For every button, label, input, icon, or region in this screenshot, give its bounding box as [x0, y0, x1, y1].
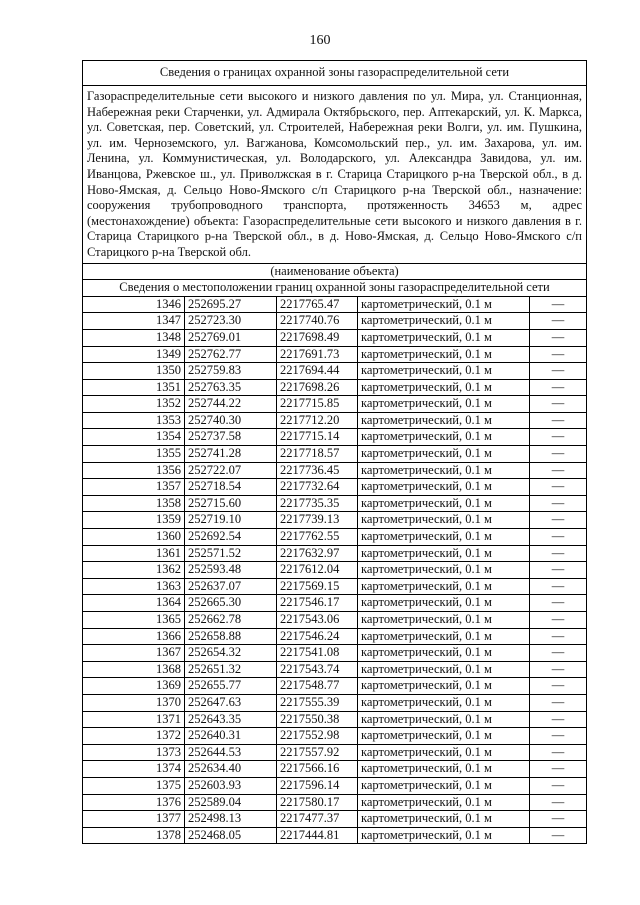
- description-cell: —: [530, 761, 587, 778]
- table-row: [83, 612, 587, 629]
- x-coordinate: 252647.63: [185, 694, 277, 711]
- y-coordinate: 2217739.13: [277, 512, 358, 529]
- point-number: 1347: [83, 313, 185, 330]
- x-coordinate: 252634.40: [185, 761, 277, 778]
- description-cell: —: [530, 612, 587, 629]
- method-accuracy: картометрический, 0.1 м: [358, 612, 530, 629]
- point-number: 1372: [83, 728, 185, 745]
- point-number: 1358: [83, 495, 185, 512]
- x-coordinate: 252722.07: [185, 462, 277, 479]
- object-caption: (наименование объекта): [83, 263, 587, 280]
- y-coordinate: 2217732.64: [277, 479, 358, 496]
- table-row: [83, 296, 587, 313]
- caption-row: [83, 263, 587, 280]
- method-accuracy: картометрический, 0.1 м: [358, 379, 530, 396]
- method-accuracy: картометрический, 0.1 м: [358, 412, 530, 429]
- method-accuracy: картометрический, 0.1 м: [358, 495, 530, 512]
- point-number: 1361: [83, 545, 185, 562]
- description-cell: —: [530, 545, 587, 562]
- point-number: 1368: [83, 661, 185, 678]
- y-coordinate: 2217715.85: [277, 396, 358, 413]
- x-coordinate: 252655.77: [185, 678, 277, 695]
- point-number: 1376: [83, 794, 185, 811]
- section-header: Сведения о местоположении границ охранной зоны газораспределительной сети: [83, 280, 587, 297]
- method-accuracy: картометрический, 0.1 м: [358, 396, 530, 413]
- point-number: 1364: [83, 595, 185, 612]
- x-coordinate: 252715.60: [185, 495, 277, 512]
- table-row: [83, 529, 587, 546]
- method-accuracy: картометрический, 0.1 м: [358, 777, 530, 794]
- point-number: 1348: [83, 329, 185, 346]
- y-coordinate: 2217596.14: [277, 777, 358, 794]
- x-coordinate: 252723.30: [185, 313, 277, 330]
- x-coordinate: 252744.22: [185, 396, 277, 413]
- description-cell: —: [530, 661, 587, 678]
- description-cell: —: [530, 578, 587, 595]
- title-row: [83, 61, 587, 86]
- x-coordinate: 252644.53: [185, 744, 277, 761]
- table-row: [83, 744, 587, 761]
- point-number: 1349: [83, 346, 185, 363]
- table-row: [83, 562, 587, 579]
- x-coordinate: 252571.52: [185, 545, 277, 562]
- table-row: [83, 512, 587, 529]
- method-accuracy: картометрический, 0.1 м: [358, 794, 530, 811]
- description-cell: —: [530, 462, 587, 479]
- table-row: [83, 379, 587, 396]
- method-accuracy: картометрический, 0.1 м: [358, 728, 530, 745]
- table-row: [83, 396, 587, 413]
- table-row: [83, 827, 587, 844]
- x-coordinate: 252769.01: [185, 329, 277, 346]
- point-number: 1352: [83, 396, 185, 413]
- x-coordinate: 252695.27: [185, 296, 277, 313]
- table-row: [83, 811, 587, 828]
- point-number: 1365: [83, 612, 185, 629]
- y-coordinate: 2217762.55: [277, 529, 358, 546]
- description-cell: —: [530, 711, 587, 728]
- point-number: 1359: [83, 512, 185, 529]
- table-row: [83, 777, 587, 794]
- x-coordinate: 252640.31: [185, 728, 277, 745]
- description-cell: —: [530, 429, 587, 446]
- point-number: 1346: [83, 296, 185, 313]
- description-cell: —: [530, 346, 587, 363]
- x-coordinate: 252468.05: [185, 827, 277, 844]
- method-accuracy: картометрический, 0.1 м: [358, 329, 530, 346]
- y-coordinate: 2217712.20: [277, 412, 358, 429]
- description-cell: —: [530, 479, 587, 496]
- table-row: [83, 479, 587, 496]
- table-row: [83, 578, 587, 595]
- point-number: 1357: [83, 479, 185, 496]
- method-accuracy: картометрический, 0.1 м: [358, 529, 530, 546]
- method-accuracy: картометрический, 0.1 м: [358, 711, 530, 728]
- y-coordinate: 2217632.97: [277, 545, 358, 562]
- description-cell: —: [530, 811, 587, 828]
- method-accuracy: картометрический, 0.1 м: [358, 744, 530, 761]
- y-coordinate: 2217477.37: [277, 811, 358, 828]
- description-cell: —: [530, 777, 587, 794]
- table-row: [83, 313, 587, 330]
- x-coordinate: 252762.77: [185, 346, 277, 363]
- table-row: [83, 794, 587, 811]
- x-coordinate: 252740.30: [185, 412, 277, 429]
- method-accuracy: картометрический, 0.1 м: [358, 645, 530, 662]
- point-number: 1378: [83, 827, 185, 844]
- method-accuracy: картометрический, 0.1 м: [358, 462, 530, 479]
- table-title: Сведения о границах охранной зоны газораспределительной сети: [83, 61, 587, 86]
- method-accuracy: картометрический, 0.1 м: [358, 446, 530, 463]
- point-number: 1373: [83, 744, 185, 761]
- table-row: [83, 645, 587, 662]
- table-row: [83, 429, 587, 446]
- point-number: 1367: [83, 645, 185, 662]
- y-coordinate: 2217546.24: [277, 628, 358, 645]
- description-cell: —: [530, 363, 587, 380]
- description-cell: —: [530, 495, 587, 512]
- table-row: [83, 545, 587, 562]
- y-coordinate: 2217694.44: [277, 363, 358, 380]
- method-accuracy: картометрический, 0.1 м: [358, 313, 530, 330]
- x-coordinate: 252603.93: [185, 777, 277, 794]
- description-cell: —: [530, 329, 587, 346]
- point-number: 1355: [83, 446, 185, 463]
- x-coordinate: 252658.88: [185, 628, 277, 645]
- method-accuracy: картометрический, 0.1 м: [358, 827, 530, 844]
- y-coordinate: 2217566.16: [277, 761, 358, 778]
- point-number: 1371: [83, 711, 185, 728]
- method-accuracy: картометрический, 0.1 м: [358, 678, 530, 695]
- table-row: [83, 761, 587, 778]
- y-coordinate: 2217543.06: [277, 612, 358, 629]
- description-cell: —: [530, 296, 587, 313]
- boundary-table: [82, 60, 587, 844]
- point-number: 1353: [83, 412, 185, 429]
- method-accuracy: картометрический, 0.1 м: [358, 346, 530, 363]
- point-number: 1375: [83, 777, 185, 794]
- point-number: 1366: [83, 628, 185, 645]
- description-cell: —: [530, 728, 587, 745]
- description-cell: —: [530, 595, 587, 612]
- table-row: [83, 495, 587, 512]
- point-number: 1374: [83, 761, 185, 778]
- description-cell: —: [530, 379, 587, 396]
- table-row: [83, 628, 587, 645]
- x-coordinate: 252651.32: [185, 661, 277, 678]
- y-coordinate: 2217735.35: [277, 495, 358, 512]
- method-accuracy: картометрический, 0.1 м: [358, 595, 530, 612]
- point-number: 1360: [83, 529, 185, 546]
- method-accuracy: картометрический, 0.1 м: [358, 429, 530, 446]
- description-cell: —: [530, 645, 587, 662]
- section-header-row: [83, 280, 587, 297]
- point-number: 1377: [83, 811, 185, 828]
- y-coordinate: 2217765.47: [277, 296, 358, 313]
- description-cell: —: [530, 744, 587, 761]
- method-accuracy: картометрический, 0.1 м: [358, 479, 530, 496]
- description-row: [83, 86, 587, 264]
- x-coordinate: 252643.35: [185, 711, 277, 728]
- method-accuracy: картометрический, 0.1 м: [358, 661, 530, 678]
- object-description: Газораспределительные сети высокого и низкого давления по ул. Мира, ул. Станционная, Набережная реки Старченки, ул. Адмирала Октябрьского, пер. Аптекарский, ул. К. Маркса, ул. Советская, пер. Советский, ул. Строителей, Набережная реки Волги, ул. им. Пушкина, ул. им. Черноземского, ул. Вагжанова, Комсомольский пер., ул. им. Захарова, ул. им. Ленина, ул. Коммунистическая, ул. Володарского, ул. Александра Завидова, ул. им. Иванцова, Ржевское ш., ул. Приволжская в г. Старица Старицкого р-на Тверской обл., в д. Ново-Ямская, д. Сельцо Ново-Ямского с/п Старицкого р-на Тверской обл., назначение: сооружения трубопроводного транспорта, протяженность 34653 м, адрес (местонахождение) объекта: Газораспределительные сети высокого и низкого давления в г. Старица Старицкого р-на Тверской обл., в д. Ново-Ямская, д. Сельцо Ново-Ямского с/п Старицкого р-на Тверской обл.: [83, 86, 587, 264]
- table-row: [83, 329, 587, 346]
- table-row: [83, 595, 587, 612]
- y-coordinate: 2217736.45: [277, 462, 358, 479]
- table-row: [83, 446, 587, 463]
- description-cell: —: [530, 628, 587, 645]
- y-coordinate: 2217557.92: [277, 744, 358, 761]
- description-cell: —: [530, 512, 587, 529]
- table-row: [83, 678, 587, 695]
- method-accuracy: картометрический, 0.1 м: [358, 545, 530, 562]
- y-coordinate: 2217543.74: [277, 661, 358, 678]
- y-coordinate: 2217718.57: [277, 446, 358, 463]
- method-accuracy: картометрический, 0.1 м: [358, 512, 530, 529]
- description-cell: —: [530, 412, 587, 429]
- y-coordinate: 2217740.76: [277, 313, 358, 330]
- y-coordinate: 2217580.17: [277, 794, 358, 811]
- x-coordinate: 252692.54: [185, 529, 277, 546]
- x-coordinate: 252719.10: [185, 512, 277, 529]
- y-coordinate: 2217550.38: [277, 711, 358, 728]
- point-number: 1370: [83, 694, 185, 711]
- description-cell: —: [530, 529, 587, 546]
- page-number: 160: [309, 33, 331, 48]
- method-accuracy: картометрический, 0.1 м: [358, 694, 530, 711]
- y-coordinate: 2217552.98: [277, 728, 358, 745]
- y-coordinate: 2217548.77: [277, 678, 358, 695]
- x-coordinate: 252662.78: [185, 612, 277, 629]
- point-number: 1363: [83, 578, 185, 595]
- point-number: 1351: [83, 379, 185, 396]
- y-coordinate: 2217444.81: [277, 827, 358, 844]
- description-cell: —: [530, 446, 587, 463]
- point-number: 1350: [83, 363, 185, 380]
- method-accuracy: картометрический, 0.1 м: [358, 578, 530, 595]
- table-row: [83, 363, 587, 380]
- x-coordinate: 252498.13: [185, 811, 277, 828]
- method-accuracy: картометрический, 0.1 м: [358, 761, 530, 778]
- table-row: [83, 462, 587, 479]
- description-cell: —: [530, 678, 587, 695]
- y-coordinate: 2217541.08: [277, 645, 358, 662]
- description-cell: —: [530, 794, 587, 811]
- method-accuracy: картометрический, 0.1 м: [358, 296, 530, 313]
- y-coordinate: 2217546.17: [277, 595, 358, 612]
- description-cell: —: [530, 396, 587, 413]
- table-row: [83, 694, 587, 711]
- x-coordinate: 252741.28: [185, 446, 277, 463]
- table-row: [83, 412, 587, 429]
- y-coordinate: 2217691.73: [277, 346, 358, 363]
- point-number: 1362: [83, 562, 185, 579]
- x-coordinate: 252718.54: [185, 479, 277, 496]
- description-cell: —: [530, 694, 587, 711]
- x-coordinate: 252665.30: [185, 595, 277, 612]
- x-coordinate: 252589.04: [185, 794, 277, 811]
- x-coordinate: 252759.83: [185, 363, 277, 380]
- x-coordinate: 252593.48: [185, 562, 277, 579]
- description-cell: —: [530, 313, 587, 330]
- description-cell: —: [530, 562, 587, 579]
- y-coordinate: 2217555.39: [277, 694, 358, 711]
- point-number: 1356: [83, 462, 185, 479]
- method-accuracy: картометрический, 0.1 м: [358, 628, 530, 645]
- x-coordinate: 252637.07: [185, 578, 277, 595]
- y-coordinate: 2217612.04: [277, 562, 358, 579]
- table-row: [83, 346, 587, 363]
- table-row: [83, 661, 587, 678]
- x-coordinate: 252763.35: [185, 379, 277, 396]
- x-coordinate: 252654.32: [185, 645, 277, 662]
- y-coordinate: 2217698.49: [277, 329, 358, 346]
- point-number: 1354: [83, 429, 185, 446]
- x-coordinate: 252737.58: [185, 429, 277, 446]
- y-coordinate: 2217715.14: [277, 429, 358, 446]
- y-coordinate: 2217569.15: [277, 578, 358, 595]
- method-accuracy: картометрический, 0.1 м: [358, 562, 530, 579]
- description-cell: —: [530, 827, 587, 844]
- method-accuracy: картометрический, 0.1 м: [358, 811, 530, 828]
- point-number: 1369: [83, 678, 185, 695]
- table-row: [83, 711, 587, 728]
- method-accuracy: картометрический, 0.1 м: [358, 363, 530, 380]
- table-row: [83, 728, 587, 745]
- y-coordinate: 2217698.26: [277, 379, 358, 396]
